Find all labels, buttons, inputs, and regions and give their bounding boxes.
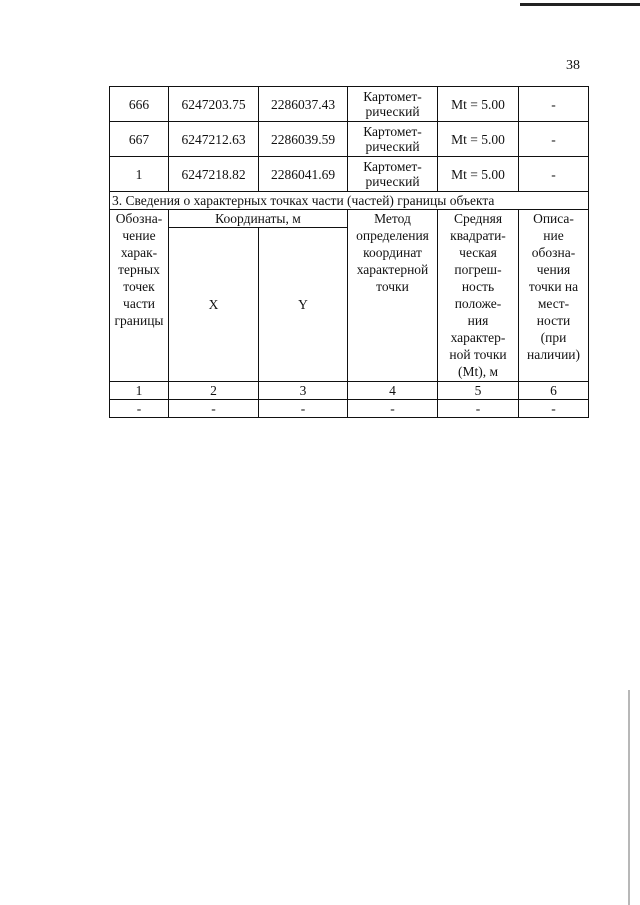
empty-cell: - <box>259 400 348 418</box>
x-header: X <box>169 228 259 382</box>
accuracy-cell: Mt = 5.00 <box>438 157 519 192</box>
column-number: 1 <box>110 382 169 400</box>
column-number: 5 <box>438 382 519 400</box>
empty-cell: - <box>110 400 169 418</box>
empty-cell: - <box>169 400 259 418</box>
section-title: 3. Сведения о характерных точках части (частей) границы объекта <box>110 192 589 210</box>
method-header: Метод определения координат характерной точки <box>348 210 438 382</box>
x-coordinate-cell: 6247212.63 <box>169 122 259 157</box>
empty-cell: - <box>438 400 519 418</box>
y-coordinate-cell: 2286037.43 <box>259 87 348 122</box>
table-row <box>110 122 589 157</box>
point-id-cell: 1 <box>110 157 169 192</box>
column-numbers-row <box>110 382 589 400</box>
description-cell: - <box>519 87 589 122</box>
x-coordinate-cell: 6247218.82 <box>169 157 259 192</box>
accuracy-cell: Mt = 5.00 <box>438 122 519 157</box>
accuracy-header: Средняя квадрати- ческая погреш- ность положе- ния характер- ной точки (Mt), м <box>438 210 519 382</box>
method-cell: Картомет- рический <box>348 122 438 157</box>
table-row <box>110 87 589 122</box>
description-cell: - <box>519 122 589 157</box>
boundary-points-table <box>109 86 589 418</box>
page-number: 38 <box>566 58 580 73</box>
description-cell: - <box>519 157 589 192</box>
column-number: 3 <box>259 382 348 400</box>
column-number: 2 <box>169 382 259 400</box>
method-cell: Картомет- рический <box>348 157 438 192</box>
y-coordinate-cell: 2286041.69 <box>259 157 348 192</box>
table-row <box>110 157 589 192</box>
scan-edge-shadow <box>628 690 630 905</box>
designation-header: Обозна- чение харак- терных точек части границы <box>110 210 169 382</box>
section-title-row <box>110 192 589 210</box>
coordinates-header: Координаты, м <box>169 210 348 228</box>
accuracy-cell: Mt = 5.00 <box>438 87 519 122</box>
scan-top-mark <box>520 3 640 6</box>
empty-cell: - <box>519 400 589 418</box>
y-coordinate-cell: 2286039.59 <box>259 122 348 157</box>
header-row-top <box>110 210 589 228</box>
empty-data-row <box>110 400 589 418</box>
point-id-cell: 666 <box>110 87 169 122</box>
description-header: Описа- ние обозна- чения точки на мест- ности (при наличии) <box>519 210 589 382</box>
point-id-cell: 667 <box>110 122 169 157</box>
y-header: Y <box>259 228 348 382</box>
column-number: 6 <box>519 382 589 400</box>
method-cell: Картомет- рический <box>348 87 438 122</box>
column-number: 4 <box>348 382 438 400</box>
empty-cell: - <box>348 400 438 418</box>
x-coordinate-cell: 6247203.75 <box>169 87 259 122</box>
